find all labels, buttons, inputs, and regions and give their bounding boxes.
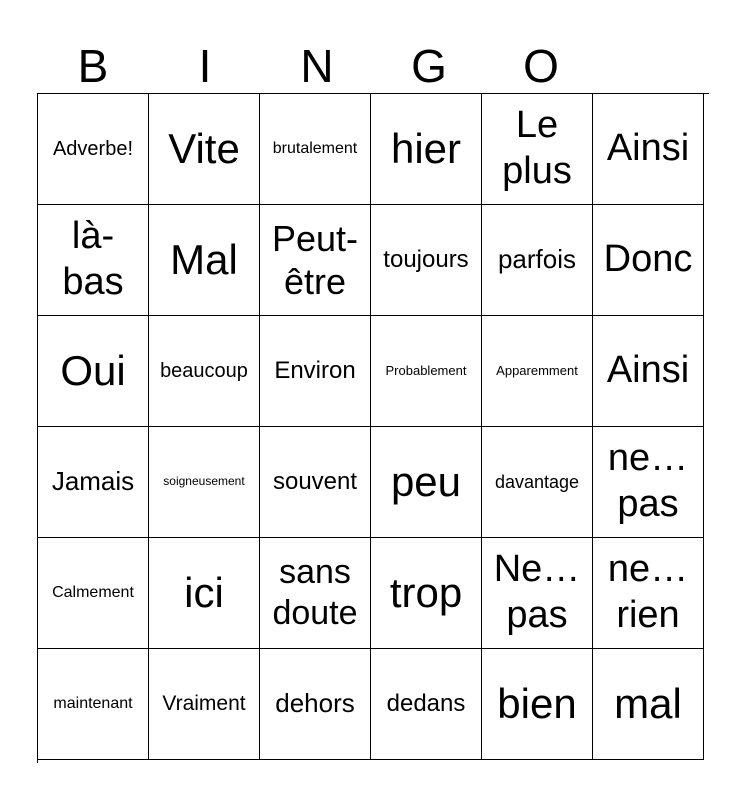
bingo-cell[interactable]: Calmement xyxy=(38,538,149,649)
bingo-cell[interactable]: souvent xyxy=(260,427,371,538)
bingo-cell[interactable]: là-bas xyxy=(38,205,149,316)
header-letter-g: G xyxy=(411,40,447,92)
bingo-cell[interactable]: hier xyxy=(371,94,482,205)
bingo-cell[interactable]: bien xyxy=(482,649,593,760)
bingo-cell[interactable]: Ainsi xyxy=(593,316,704,427)
bingo-cell[interactable]: soigneusement xyxy=(149,427,260,538)
header-letter-i: I xyxy=(198,40,212,92)
bingo-header xyxy=(37,38,597,94)
bingo-cell[interactable]: Jamais xyxy=(38,427,149,538)
bingo-cell[interactable]: dehors xyxy=(260,649,371,760)
bingo-cell[interactable]: trop xyxy=(371,538,482,649)
bingo-cell[interactable]: parfois xyxy=(482,205,593,316)
header-letter-o: O xyxy=(523,40,559,92)
bingo-cell[interactable]: brutalement xyxy=(260,94,371,205)
bingo-cell[interactable]: Vraiment xyxy=(149,649,260,760)
bingo-cell[interactable]: Oui xyxy=(38,316,149,427)
bingo-card xyxy=(37,93,709,763)
bingo-cell[interactable]: ici xyxy=(149,538,260,649)
bingo-cell[interactable]: maintenant xyxy=(38,649,149,760)
bingo-cell[interactable]: Apparemment xyxy=(482,316,593,427)
bingo-cell[interactable]: Probablement xyxy=(371,316,482,427)
bingo-cell[interactable]: Donc xyxy=(593,205,704,316)
bingo-cell[interactable]: Adverbe! xyxy=(38,94,149,205)
bingo-cell[interactable]: beaucoup xyxy=(149,316,260,427)
bingo-cell[interactable]: peu xyxy=(371,427,482,538)
bingo-cell[interactable]: davantage xyxy=(482,427,593,538)
bingo-cell[interactable]: mal xyxy=(593,649,704,760)
bingo-cell[interactable]: Mal xyxy=(149,205,260,316)
bingo-cell[interactable]: Le plus xyxy=(482,94,593,205)
bingo-cell[interactable]: dedans xyxy=(371,649,482,760)
bingo-cell[interactable]: Peut-être xyxy=(260,205,371,316)
bingo-cell[interactable]: ne…pas xyxy=(593,427,704,538)
bingo-cell[interactable]: toujours xyxy=(371,205,482,316)
bingo-cell[interactable]: Ainsi xyxy=(593,94,704,205)
bingo-cell[interactable]: sans doute xyxy=(260,538,371,649)
bingo-cell[interactable]: Environ xyxy=(260,316,371,427)
bingo-cell[interactable]: ne…rien xyxy=(593,538,704,649)
header-letter-b: B xyxy=(77,40,109,92)
header-letter-n: N xyxy=(300,40,334,92)
bingo-cell[interactable]: Ne…pas xyxy=(482,538,593,649)
bingo-cell[interactable]: Vite xyxy=(149,94,260,205)
